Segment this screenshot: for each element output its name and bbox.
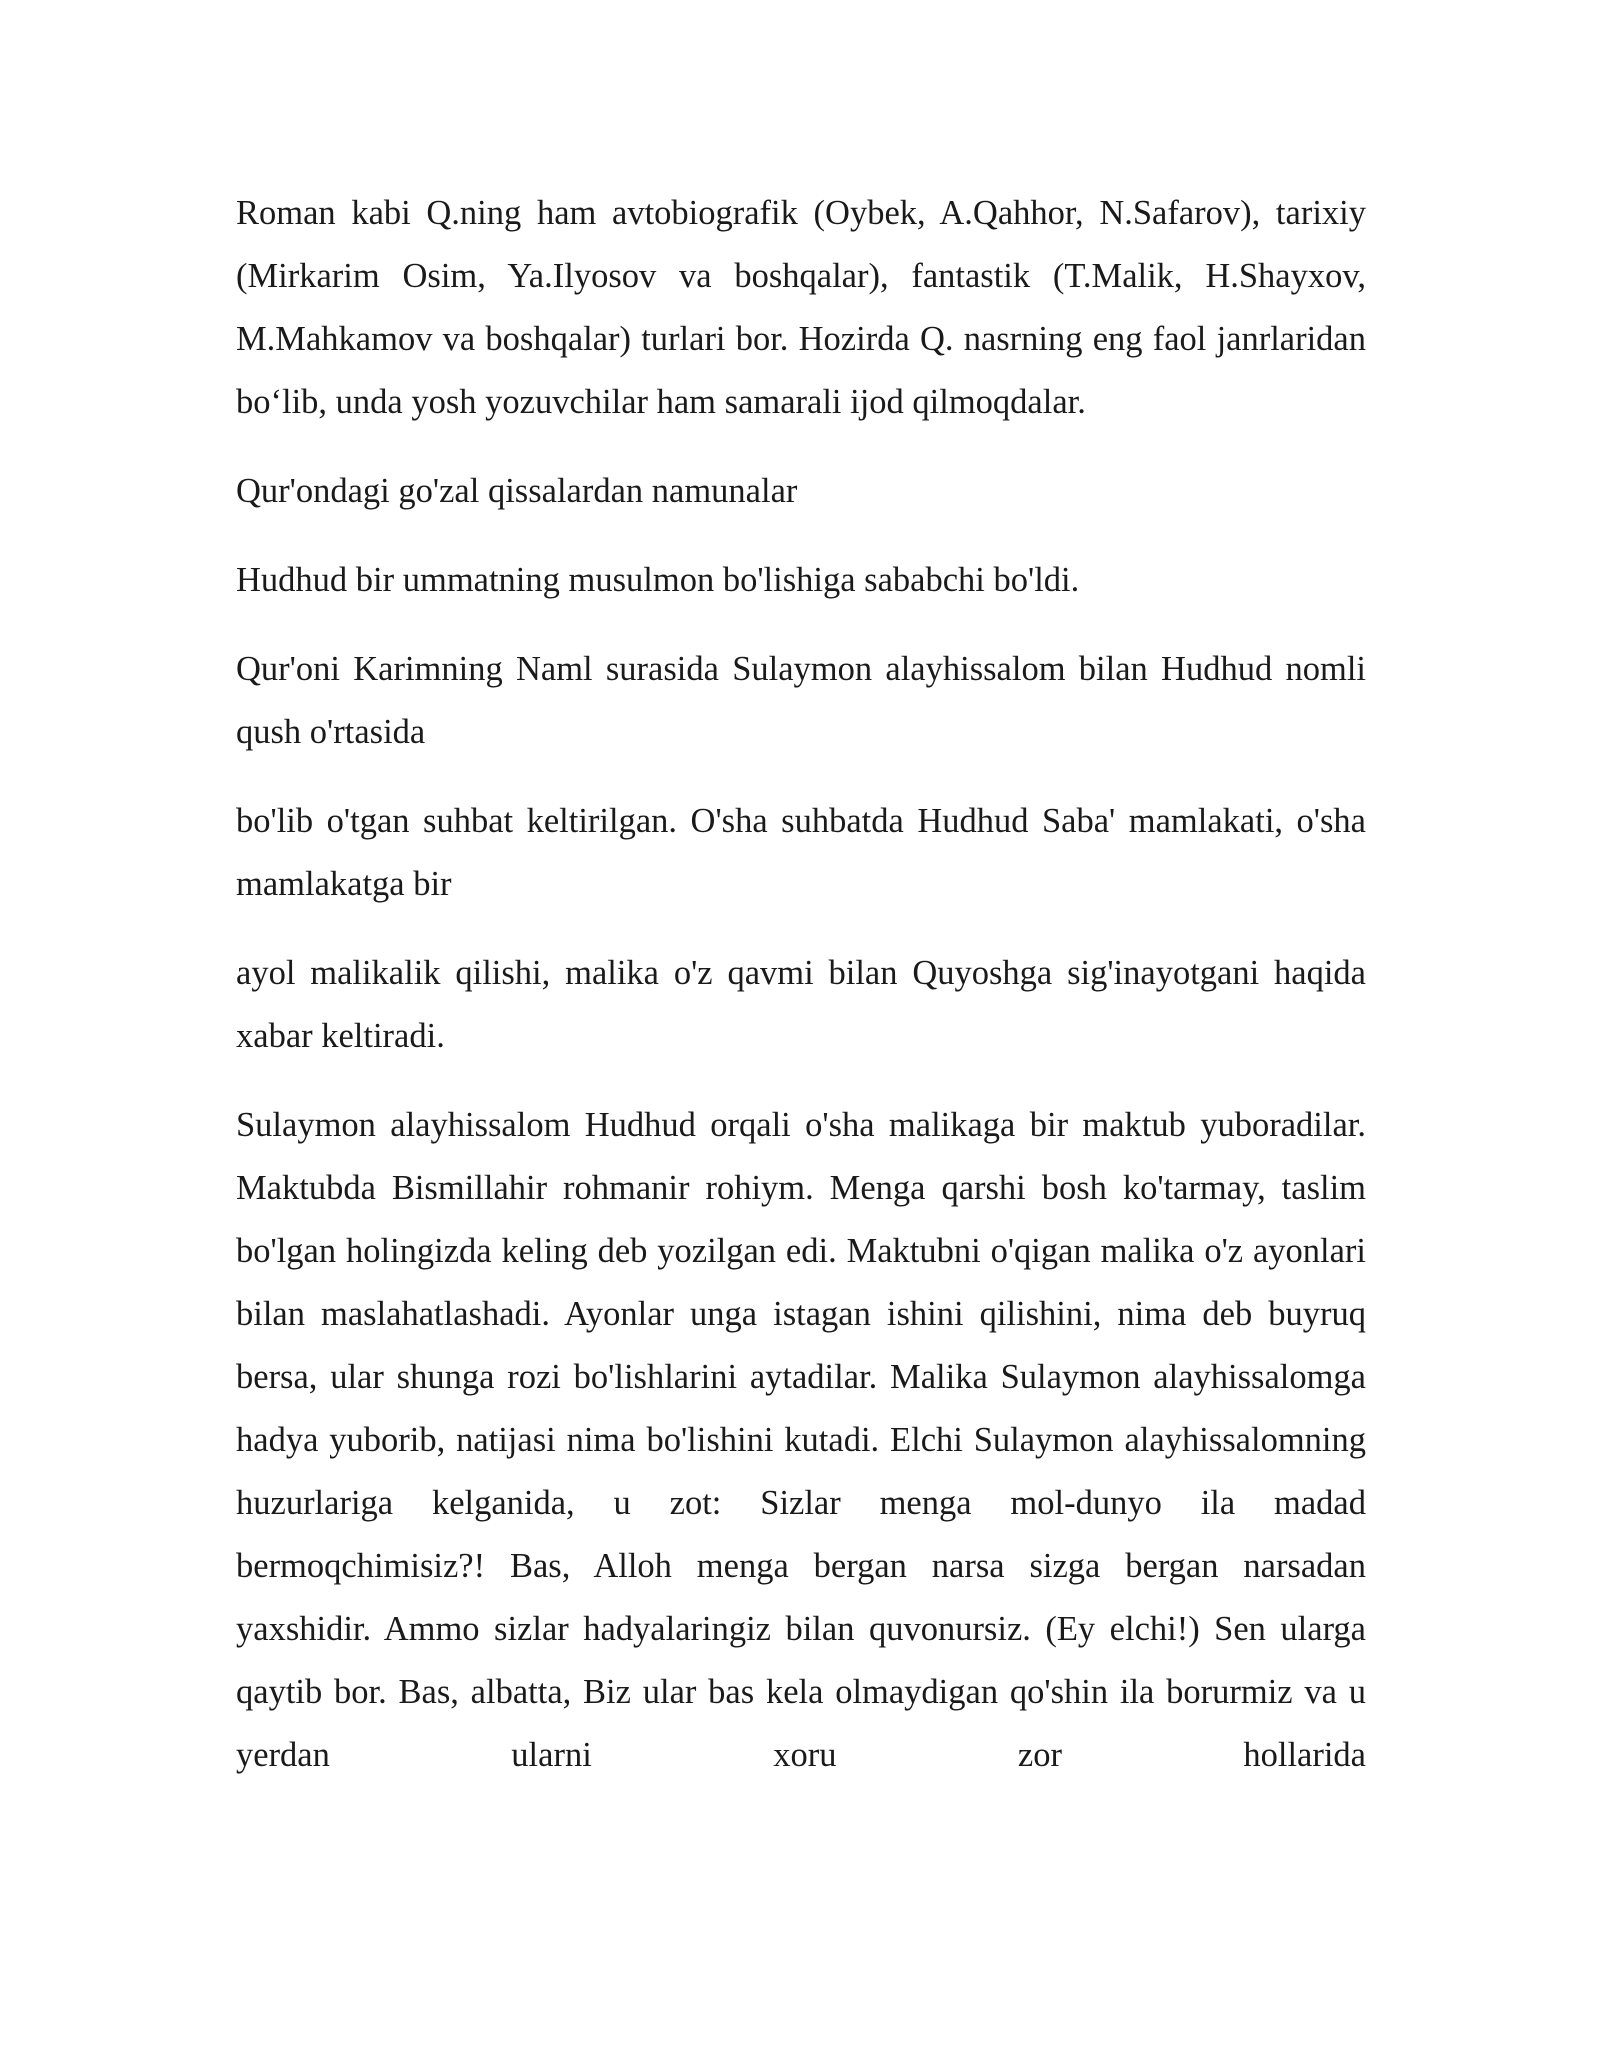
section-heading: Qur'ondagi go'zal qissalardan namunalar (236, 472, 798, 510)
paragraph-intro: Roman kabi Q.ning ham avtobiografik (Oybek, A.Qahhor, N.Safarov), tarixiy (Mirkarim Osim, Ya.Ilyosov va boshqalar), fantastik (T.Malik, H.Shayxov, M.Mahkamov va boshqalar) turlari bor. Hozirda Q. nasrning eng faol janrlaridan bo‘lib, unda yosh yozuvchilar ham samarali ijod qilmoqdalar. (236, 194, 1366, 421)
paragraph-hudhud-title: Hudhud bir ummatning musulmon bo'lishiga sababchi bo'ldi. (236, 561, 1080, 599)
paragraph-naml-sura: Qur'oni Karimning Naml surasida Sulaymon alayhissalom bilan Hudhud nomli qush o'rtasida (236, 650, 1366, 751)
paragraph-malika: ayol malikalik qilishi, malika o'z qavmi bilan Quyoshga sig'inayotgani haqida xabar keltiradi. (236, 954, 1366, 1055)
paragraph-suhbat: bo'lib o'tgan suhbat keltirilgan. O'sha suhbatda Hudhud Saba' mamlakati, o'sha mamlakatga bir (236, 802, 1366, 903)
document-body (236, 182, 1366, 1787)
paragraph-maktub: Sulaymon alayhissalom Hudhud orqali o'sha malikaga bir maktub yuboradilar. Maktubda Bismillahir rohmanir rohiym. Menga qarshi bosh ko'tarmay, taslim bo'lgan holingizda keling deb yozilgan edi. Maktubni o'qigan malika o'z ayonlari bilan maslahatlashadi. Ayonlar unga istagan ishini qilishini, nima deb buyruq bersa, ular shunga rozi bo'lishlarini aytadilar. Malika Sulaymon alayhissalomga hadya yuborib, natijasi nima bo'lishini kutadi. Elchi Sulaymon alayhissalomning huzurlariga kelganida, u zot: Sizlar menga mol-dunyo ila madad bermoqchimisiz?! Bas, Alloh menga bergan narsa sizga bergan narsadan yaxshidir. Ammo sizlar hadyalaringiz bilan quvonursiz. (Ey elchi!) Sen ularga qaytib bor. Bas, albatta, Biz ular bas kela olmaydigan qo'shin ila borurmiz va u yerdan ularni xoru zor hollarida (236, 1106, 1366, 1774)
